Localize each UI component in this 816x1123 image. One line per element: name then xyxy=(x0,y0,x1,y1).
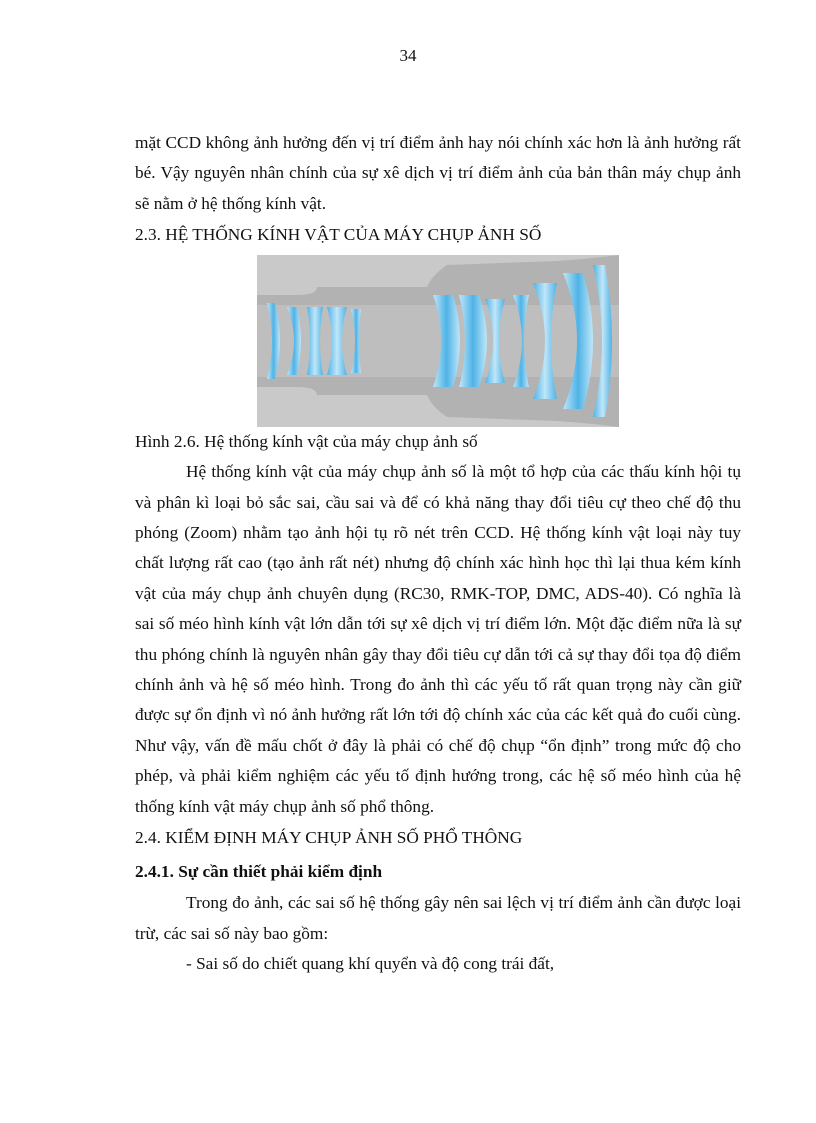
section-2-3-paragraph: Hệ thống kính vật của máy chụp ảnh số là một tổ hợp của các thấu kính hội tụ và phân kì loại bỏ sắc sai, cầu sai và để có khả năng thay đổi tiêu cự theo chế độ thu phóng (Zoom) nhằm tạo ảnh hội tụ rõ nét trên CCD. Hệ thống kính vật loại này tuy chất lượng rất cao (tạo ảnh rất nét) nhưng độ chính xác hình học thì lại thua kém kính vật của máy chụp ảnh chuyên dụng (RC30, RMK-TOP, DMC, ADS-40). Có nghĩa là sai số méo hình kính vật lớn dẫn tới sự xê dịch vị trí điểm lớn. Một đặc điểm nữa là sự thu phóng chính là nguyên nhân gây thay đổi tiêu cự dẫn tới cả sự thay đổi tọa độ điểm chính ảnh và hệ số méo hình. Trong đo ảnh thì các yếu tố rất quan trọng này cần giữ được sự ổn định vì nó ảnh hưởng rất lớn tới độ chính xác của các kết quả đo cuối cùng. Như vậy, vấn đề mấu chốt ở đây là phải có chế độ chụp “ổn định” trong mức độ cho phép, và phải kiểm nghiệm các yếu tố định hướng trong, các hệ số méo hình của hệ thống kính vật máy chụp ảnh số phổ thông. xyxy=(135,462,741,816)
lens-system-figure xyxy=(257,255,619,427)
section-2-4-1-heading: 2.4.1. Sự cần thiết phải kiểm định xyxy=(135,862,383,882)
page-content xyxy=(135,128,741,979)
section-2-3-heading: 2.3. HỆ THỐNG KÍNH VẬT CỦA MÁY CHỤP ẢNH SỐ xyxy=(135,225,542,245)
figure-caption: Hình 2.6. Hệ thống kính vật của máy chụp ảnh số xyxy=(135,432,478,452)
page-number: 34 xyxy=(399,46,417,65)
section-2-4-1-paragraph: Trong đo ảnh, các sai số hệ thống gây nên sai lệch vị trí điểm ảnh cần được loại trừ, các sai số này bao gồm: xyxy=(135,893,741,943)
lens-system-illustration xyxy=(257,255,619,427)
intro-paragraph: mặt CCD không ảnh hưởng đến vị trí điểm ảnh hay nói chính xác hơn là ảnh hưởng rất bé. Vậy nguyên nhân chính của sự xê dịch vị trí điểm ảnh của bản thân máy chụp ảnh sẽ nằm ở hệ thống kính vật. xyxy=(135,133,741,213)
section-2-4-heading: 2.4. KIỂM ĐỊNH MÁY CHỤP ẢNH SỐ PHỔ THÔNG xyxy=(135,828,523,848)
list-item: - Sai số do chiết quang khí quyển và độ cong trái đất, xyxy=(186,953,555,973)
